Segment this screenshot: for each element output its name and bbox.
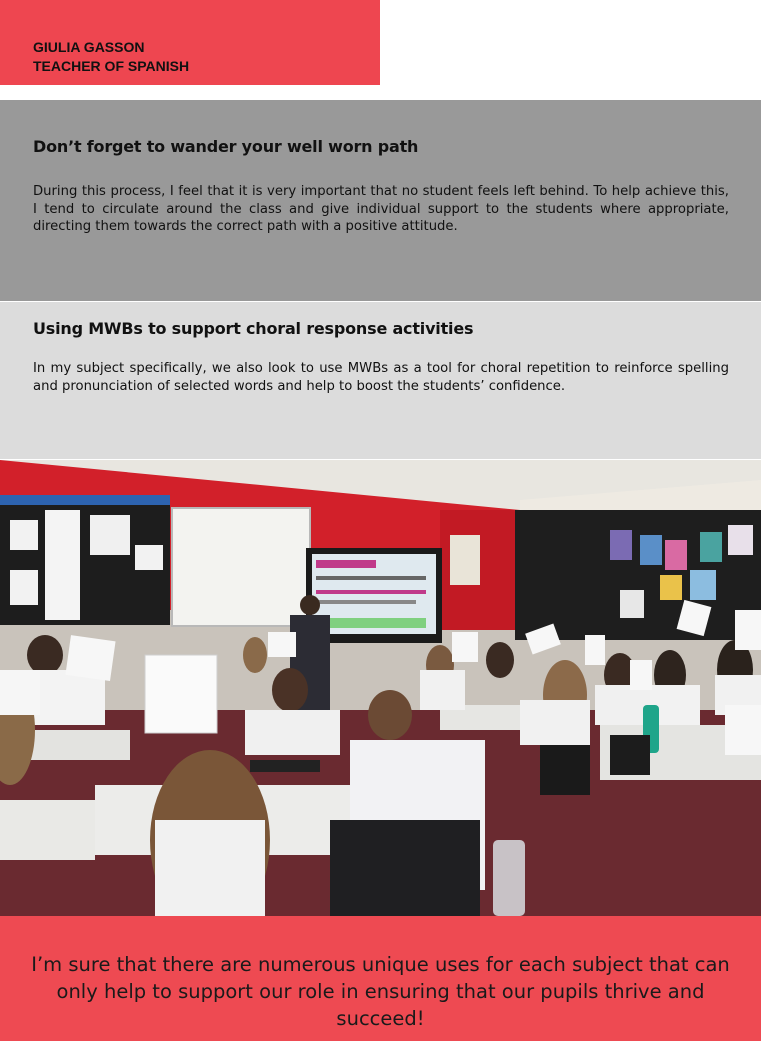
author-role: TEACHER OF SPANISH xyxy=(33,58,190,74)
author-name: GIULIA GASSON xyxy=(33,39,145,55)
section-wander-path xyxy=(0,100,761,301)
closing-statement: I’m sure that there are numerous unique uses for each subject that can only help to support our role in ensuring that our pupils thrive and succeed! xyxy=(0,916,761,1041)
classroom-photo xyxy=(0,460,761,916)
section-mwb-choral xyxy=(0,302,761,459)
section-body: In my subject specifically, we also look to use MWBs as a tool for choral repetition to reinforce spelling and pronunciation of selected words and help to boost the students’ confidence. xyxy=(33,361,729,394)
section-heading: Using MWBs to support choral response activities xyxy=(33,319,474,338)
section-body: During this process, I feel that it is very important that no student feels left behind. To help achieve this, I tend to circulate around the class and give individual support to the students where appropriate, directing them towards the correct path with a positive attitude. xyxy=(33,184,729,234)
author-banner xyxy=(0,0,380,85)
section-heading: Don’t forget to wander your well worn path xyxy=(33,137,419,156)
